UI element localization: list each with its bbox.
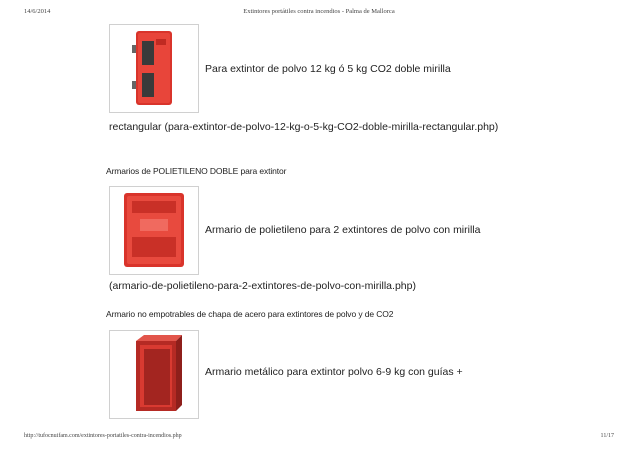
product-title[interactable]: Armario metálico para extintor polvo 6-9 kg con guías + [205,366,463,378]
product-title[interactable]: Para extintor de polvo 12 kg ó 5 kg CO2 doble mirilla [205,63,451,75]
product-link[interactable]: (armario-de-polietileno-para-2-extintores-de-polvo-con-mirilla.php) [109,280,416,292]
product-title[interactable]: Armario de polietileno para 2 extintores de polvo con mirilla [205,224,481,236]
product-link[interactable]: rectangular (para-extintor-de-polvo-12-kg-o-5-kg-CO2-doble-mirilla-rectangular.php) [109,121,499,133]
page-header-title: Extintores portátiles contra incendios - Palma de Mallorca [243,8,395,15]
product-image-steel-cabinet[interactable] [109,330,199,419]
product-image-polyethylene-cabinet[interactable] [109,186,199,275]
print-date: 14/6/2014 [24,8,51,15]
product-image-cabinet-double-window[interactable] [109,24,199,113]
page-url: http://tufocnuifam.com/extintores-portatiles-contra-incendios.php [24,433,182,439]
section-heading: Armario no empotrables de chapa de acero para extintores de polvo y de CO2 [106,309,394,319]
page-number: 11/17 [600,433,614,439]
section-heading: Armarios de POLIETILENO DOBLE para extintor [106,166,287,176]
